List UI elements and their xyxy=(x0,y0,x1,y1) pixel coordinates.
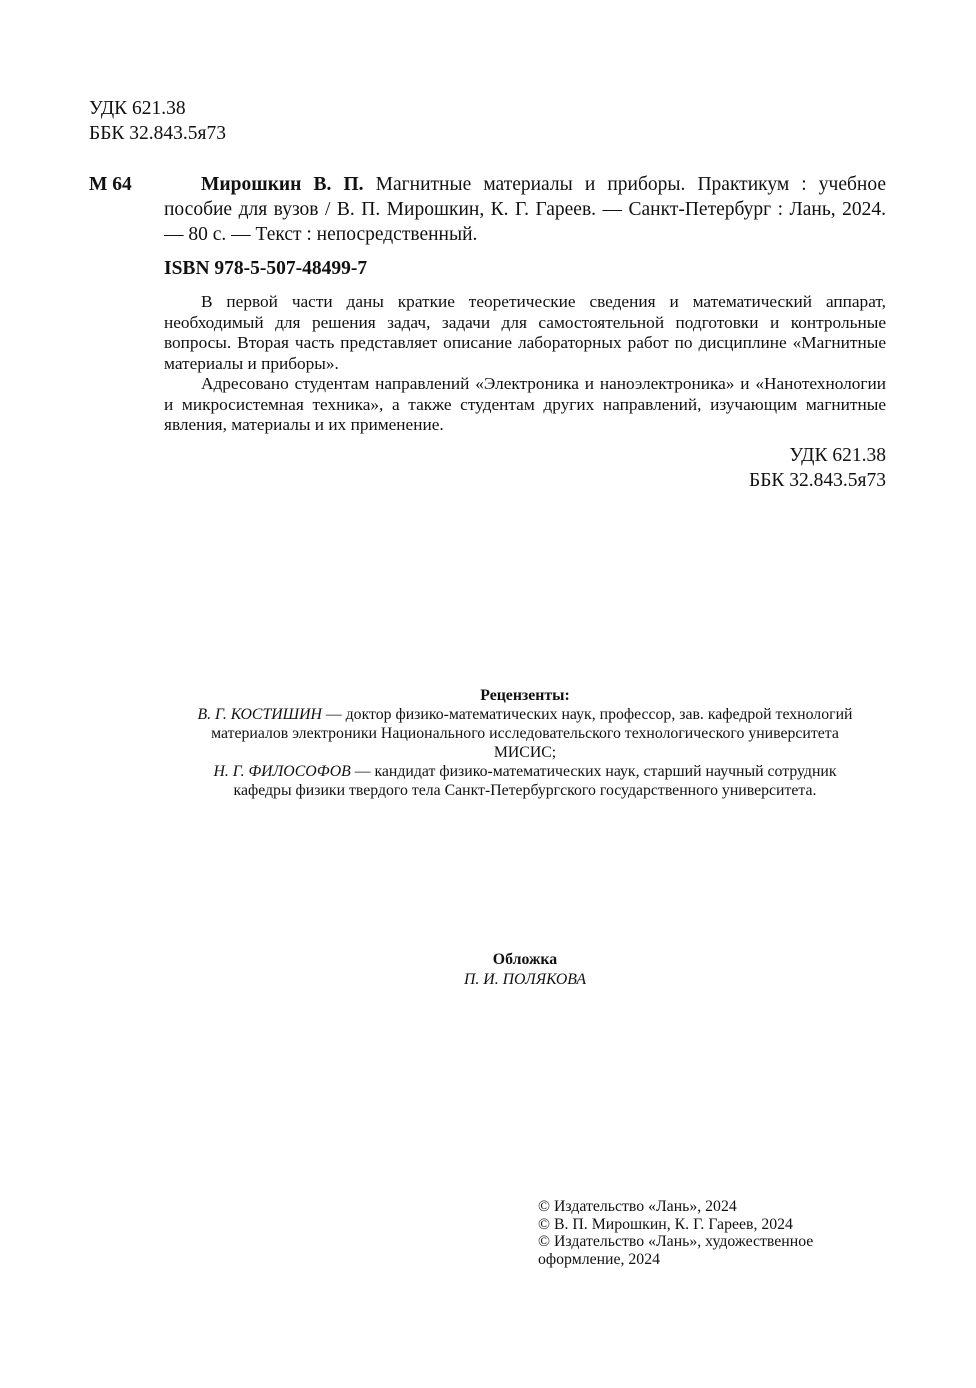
classification-block-right xyxy=(600,443,886,493)
reviewer-1-cont: материалов электроники Национального исследовательского технологического университета xyxy=(211,725,839,742)
cover-heading: Обложка xyxy=(492,951,558,968)
annotation-paragraph: Адресовано студентам направлений «Электроника и наноэлектроника» и «Нанотехнологии и микросистемная техника», а также студентам других направлений, изучающим магнитные явления, материалы и их применение. xyxy=(164,374,886,434)
author-name: Мирошкин В. П. xyxy=(201,174,364,195)
reviewer-2 xyxy=(164,762,886,781)
copyright-block xyxy=(538,1198,858,1268)
annotation-paragraph: В первой части даны краткие теоретические сведения и математический аппарат, необходимый для решения задач, задачи для самостоятельной подготовки и контрольные вопросы. Вторая часть представляет описание лабораторных работ по дисциплине «Магнитные материалы и приборы». xyxy=(164,292,886,373)
udk-code: УДК 621.38 xyxy=(789,445,886,466)
bibliographic-description xyxy=(164,172,886,247)
copyright-line: © Издательство «Лань», 2024 xyxy=(538,1198,737,1215)
bbk-code: ББК 32.843.5я73 xyxy=(89,123,226,144)
classification-block-top xyxy=(89,96,226,146)
reviewer-1 xyxy=(164,705,886,724)
udk-code: УДК 621.38 xyxy=(89,98,186,119)
reviewer-name: Н. Г. ФИЛОСОФОВ xyxy=(213,763,351,780)
book-description: Магнитные материалы и приборы. Практикум : учебное пособие для вузов / В. П. Мирошкин, К. Г. Гареев. — Санкт-Петербург : Лань, 2024. — 80 с. — Текст : непосредственный. xyxy=(164,174,887,245)
reviewers-block xyxy=(164,686,886,800)
reviewer-name: В. Г. КОСТИШИН xyxy=(197,706,322,723)
reviewer-details: — доктор физико-математических наук, профессор, зав. кафедрой технологий xyxy=(321,706,853,723)
annotation xyxy=(164,292,886,436)
reviewer-2-cont: кафедры физики твердого тела Санкт-Петербургского государственного университета. xyxy=(233,782,817,799)
copyright-line: © Издательство «Лань», художественное xyxy=(538,1233,814,1250)
cover-credits xyxy=(164,950,886,990)
bbk-code: ББК 32.843.5я73 xyxy=(749,470,886,491)
author-mark: М 64 xyxy=(89,174,132,195)
isbn: ISBN 978-5-507-48499-7 xyxy=(164,258,368,279)
cover-designer: П. И. ПОЛЯКОВА xyxy=(464,971,586,988)
copyright-line: © В. П. Мирошкин, К. Г. Гареев, 2024 xyxy=(538,1215,793,1233)
reviewer-1-cont: МИСИС; xyxy=(493,744,557,761)
reviewer-details: — кандидат физико-математических наук, старший научный сотрудник xyxy=(350,763,837,780)
reviewers-heading: Рецензенты: xyxy=(480,687,570,704)
copyright-line: оформление, 2024 xyxy=(538,1250,660,1268)
